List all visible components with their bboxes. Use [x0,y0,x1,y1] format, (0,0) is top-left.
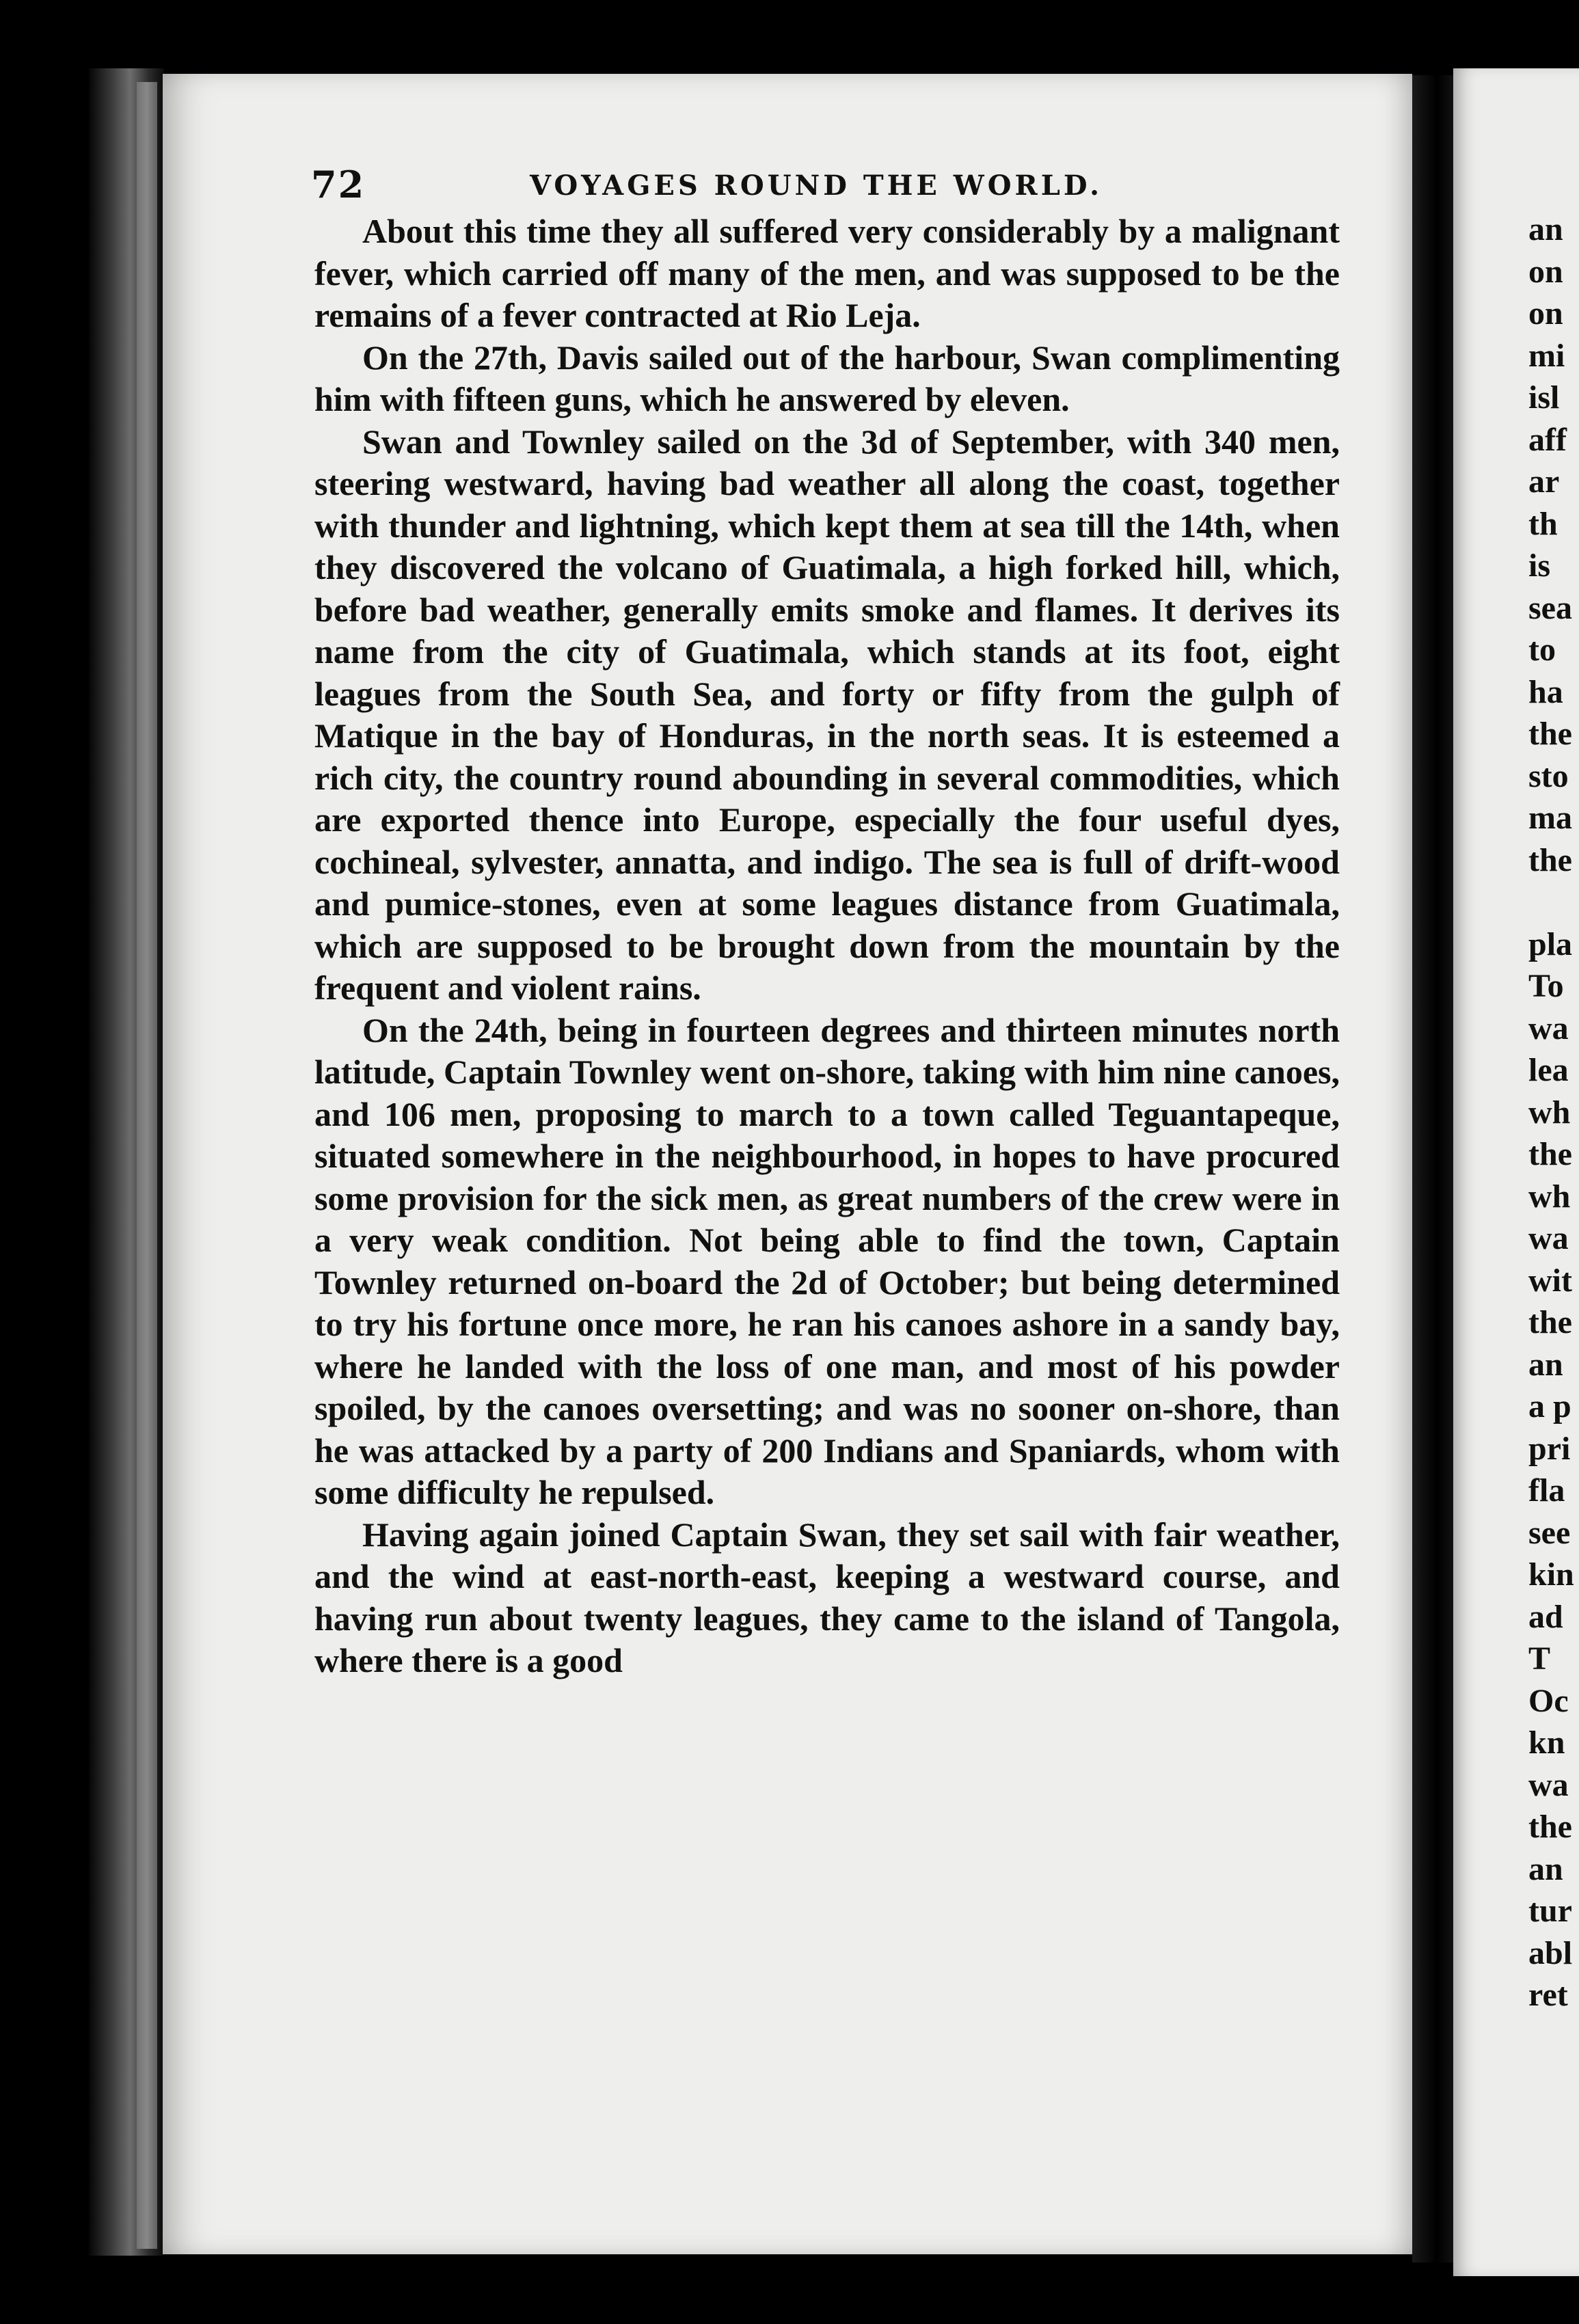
running-head [311,163,1336,211]
facing-page-line: wit [1528,1262,1572,1299]
facing-page-line: on [1528,253,1563,290]
facing-page-line: sto [1528,757,1569,794]
facing-page-line: is [1528,548,1551,584]
facing-page-line: pri [1528,1430,1571,1467]
facing-page-line: see [1528,1514,1571,1551]
paragraph: On the 24th, being in fourteen degrees and thirteen minutes north latitude, Captain Townley went on-shore, taking with him nine canoes, and 106 men, proposing to march to a town called Teguantapeque, situated somewhere in the neighbourhood, in hopes to have procured some provision for the sick men, as great numbers of the crew were in a very weak condition. Not being able to find the town, Captain Townley returned on-board the 2d of October; but being determined to try his fortune once more, he ran his canoes ashore in a sandy bay, where he landed with the loss of one man, and most of his powder spoiled, by the canoes oversetting; and was no sooner on-shore, than he was attacked by a party of 200 Indians and Spaniards, whom with some difficulty he repulsed. [314,1010,1340,1511]
facing-page-line: sea [1528,589,1572,626]
facing-page-line: the [1528,841,1572,878]
facing-page-line: th [1528,505,1558,542]
facing-page-line: aff [1528,421,1567,458]
facing-page-line: the [1528,1136,1572,1172]
facing-page-line: Oc [1528,1682,1569,1719]
facing-page-line: an [1528,211,1563,247]
page-stack-edge [137,82,157,2249]
paragraph: Having again joined Captain Swan, they set sail with fair weather, and the wind at east-north-east, keeping a westward course, and having run about twenty leagues, they came to the island of Tangola, where there is a good [314,1515,1340,1679]
facing-page-line: T [1528,1640,1551,1677]
facing-page-line: a p [1528,1388,1571,1424]
facing-page-line: ar [1528,463,1560,500]
paragraph: On the 27th, Davis sailed out of the harbour, Swan complimenting him with fifteen guns, which he answered by eleven. [314,338,1340,418]
facing-page-line: ma [1528,800,1572,836]
facing-page-line: ha [1528,673,1563,710]
page-number: 72 [311,163,366,206]
facing-page-line: mi [1528,337,1565,374]
facing-page-line: wa [1528,1766,1569,1803]
paragraph: About this time they all suffered very considerably by a malignant fever, which carried off many of the men, and was supposed to be the remains of a fever contracted at Rio Leja. [314,212,1340,334]
facing-page-line: lea [1528,1052,1569,1088]
facing-page-line: wh [1528,1094,1571,1131]
facing-page-line: wa [1528,1010,1569,1046]
facing-page-line: on [1528,295,1563,332]
facing-page-line: wh [1528,1178,1571,1215]
facing-page-line: To [1528,968,1564,1004]
facing-page-line: kn [1528,1725,1565,1761]
facing-page-line: an [1528,1850,1563,1887]
facing-page-line: an [1528,1346,1563,1383]
facing-page-line: abl [1528,1934,1573,1971]
facing-page-text [1528,208,1579,2016]
facing-page-line: the [1528,1304,1572,1340]
facing-page-line: kin [1528,1556,1574,1593]
facing-page-line: tur [1528,1893,1572,1929]
facing-page-line: to [1528,632,1556,668]
running-title: VOYAGES ROUND THE WORLD. [530,170,1103,202]
facing-page-line: isl [1528,379,1560,416]
facing-page-line: ad [1528,1598,1563,1635]
paragraph: Swan and Townley sailed on the 3d of September, with 340 men, steering westward, having bad weather all along the coast, together with thunder and lightning, which kept them at sea till the 14th, when they discovered the volcano of Guatimala, a high forked hill, which, before bad weather, generally emits smoke and flames. It derives its name from the city of Guatimala, which stands at its foot, eight leagues from the South Sea, and forty or fifty from the gulph of Matique in the bay of Honduras, in the north seas. It is esteemed a rich city, the country round abounding in several commodities, which are exported thence into Europe, especially the four useful dyes, cochineal, sylvester, annatta, and indigo. The sea is full of drift-wood and pumice-stones, even at some leagues distance from Guatimala, which are supposed to be brought down from the mountain by the frequent and violent rains. [314,422,1340,1007]
facing-page-line: pla [1528,925,1573,962]
facing-page-line [1528,881,1579,923]
facing-page-line: wa [1528,1220,1569,1256]
page-gutter [1412,75,1453,2262]
facing-page-line: the [1528,716,1572,752]
facing-page-line: the [1528,1809,1572,1845]
facing-page-line: fla [1528,1472,1565,1509]
body-text [314,211,1340,1682]
facing-page-line: ret [1528,1977,1568,2013]
